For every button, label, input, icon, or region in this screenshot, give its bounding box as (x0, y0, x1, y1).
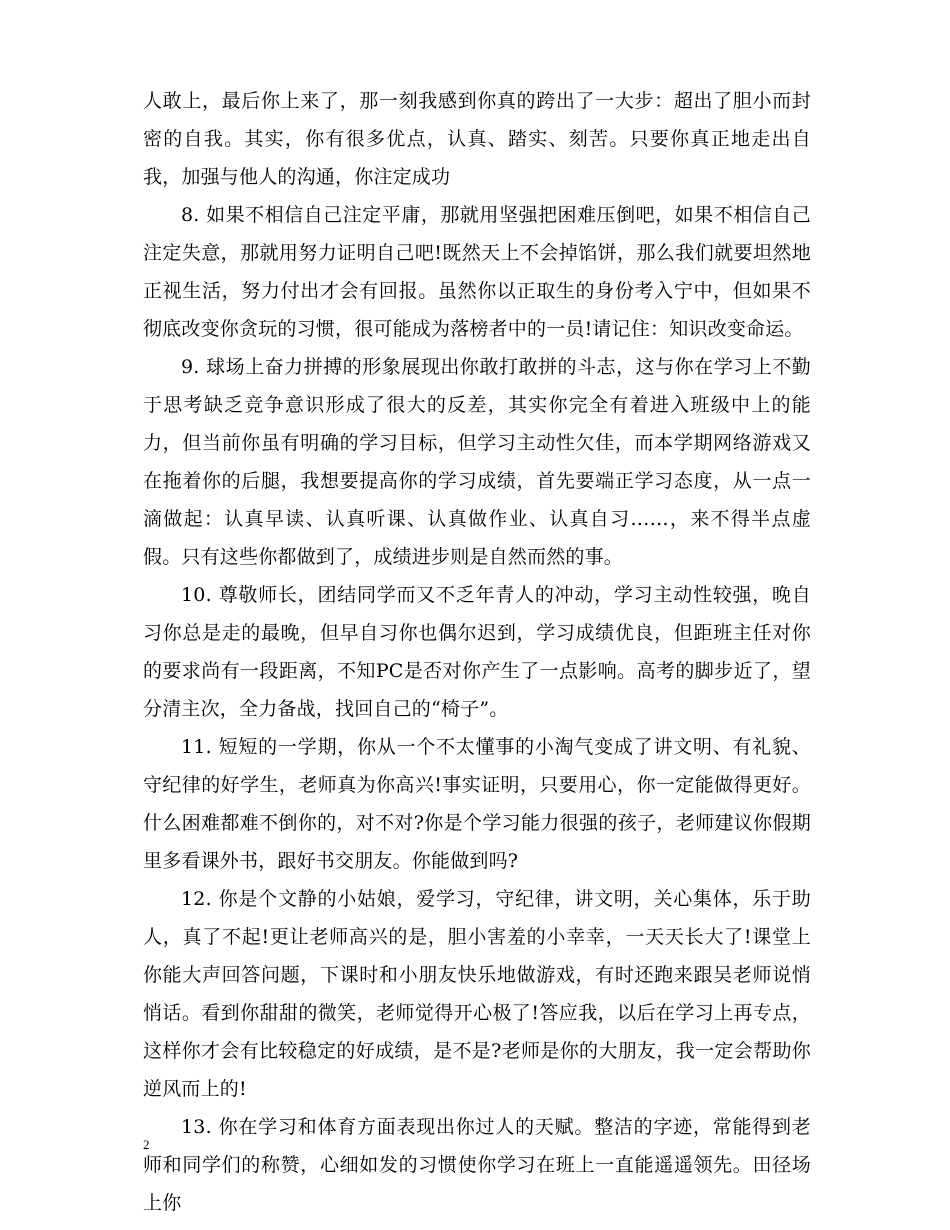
paragraph-10: 10. 尊敬师长，团结同学而又不乏年青人的冲动，学习主动性较强，晚自习你总是走的最晚，但早自习你也偶尔迟到，学习成绩优良，但距班主任对你的要求尚有一段距离，不知PC是否对你产生了一点影响。高考的脚步近了，望分清主次，全力备战，找回自己的“椅子”。 (143, 584, 811, 720)
page-number: 2 (143, 1137, 150, 1152)
paragraph-continued: 人敢上，最后你上来了，那一刻我感到你真的跨出了一大步：超出了胆小而封密的自我。其实，你有很多优点，认真、踏实、刻苦。只要你真正地走出自我，加强与他人的沟通，你注定成功 (143, 90, 811, 188)
paragraph-9: 9. 球场上奋力拼搏的形象展现出你敢打敢拼的斗志，这与你在学习上不勤于思考缺乏竞争意识形成了很大的反差，其实你完全有着进入班级中上的能力，但当前你虽有明确的学习目标，但学习主动性欠佳，而本学期网络游戏又在拖着你的后腿，我想要提高你的学习成绩，首先要端正学习态度，从一点一滴做起：认真早读、认真听课、认真做作业、认真自习……，来不得半点虚假。只有这些你都做到了，成绩进步则是自然而然的事。 (143, 356, 811, 568)
document-body (143, 82, 811, 1222)
paragraph-11: 11. 短短的一学期，你从一个不太懂事的小淘气变成了讲文明、有礼貌、守纪律的好学生，老师真为你高兴!事实证明，只要用心，你一定能做得更好。什么困难都难不倒你的，对不对?你是个学习能力很强的孩子，老师建议你假期里多看课外书，跟好书交朋友。你能做到吗? (143, 736, 811, 872)
paragraph-8: 8. 如果不相信自己注定平庸，那就用坚强把困难压倒吧，如果不相信自己注定失意，那就用努力证明自己吧!既然天上不会掉馅饼，那么我们就要坦然地正视生活，努力付出才会有回报。虽然你以正取生的身份考入宁中，但如果不彻底改变你贪玩的习惯，很可能成为落榜者中的一员!请记住：知识改变命运。 (143, 204, 811, 340)
paragraph-13: 13. 你在学习和体育方面表现出你过人的天赋。整洁的字迹，常能得到老师和同学们的称赞，心细如发的习惯使你学习在班上一直能遥遥领先。田径场上你 (143, 1116, 811, 1214)
paragraph-12: 12. 你是个文静的小姑娘，爱学习，守纪律，讲文明，关心集体，乐于助人，真了不起!更让老师高兴的是，胆小害羞的小幸幸，一天天长大了!课堂上你能大声回答问题，下课时和小朋友快乐地做游戏，有时还跑来跟吴老师说悄悄话。看到你甜甜的微笑，老师觉得开心极了!答应我，以后在学习上再专点，这样你才会有比较稳定的好成绩，是不是?老师是你的大朋友，我一定会帮助你逆风而上的! (143, 888, 811, 1100)
